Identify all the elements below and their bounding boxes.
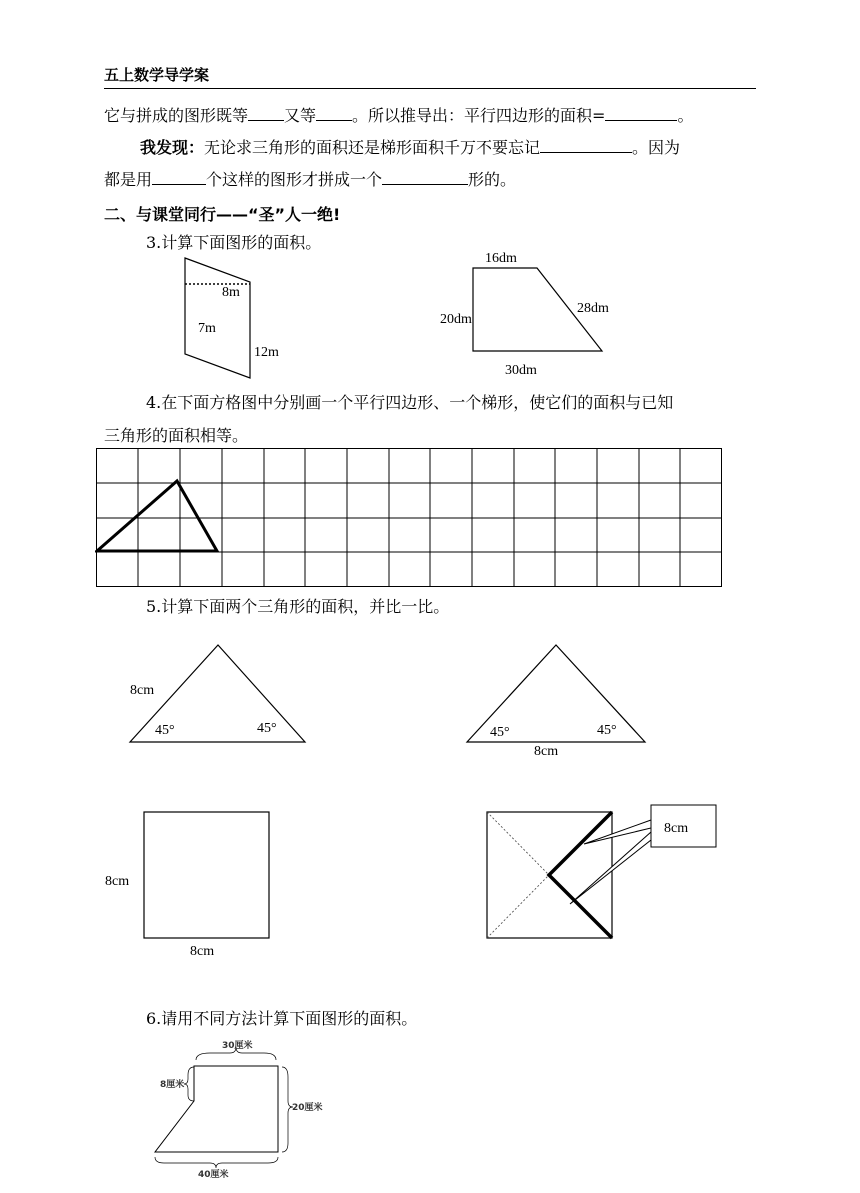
triangle1-right-angle: 45°: [257, 721, 277, 736]
question-4-prompt-line2: 三角形的面积相等。: [104, 426, 249, 445]
header-divider: [104, 88, 756, 89]
intro-text: 。: [677, 106, 694, 125]
discover-label: 我发现：: [140, 138, 205, 157]
fill-blank[interactable]: [605, 104, 677, 121]
top-dimension-label: 30厘米: [222, 1041, 253, 1051]
intro-text: 。所以推导出：平行四边形的面积=: [352, 106, 606, 125]
intro-text: 又等: [284, 106, 317, 125]
parallelogram-right-label: 12m: [254, 345, 279, 360]
drawing-grid[interactable]: [95, 447, 725, 590]
question-4-prompt-line1: 4.在下面方格图中分别画一个平行四边形、一个梯形，使它们的面积与已知: [146, 393, 674, 412]
intro-line-2: [140, 136, 680, 159]
triangle2-base-label: 8cm: [534, 744, 559, 759]
triangle2-left-angle: 45°: [490, 725, 510, 740]
trapezoid-top-label: 16dm: [485, 251, 517, 266]
page-header-title: 五上数学导学案: [104, 66, 210, 84]
left-dimension-label: 8厘米: [160, 1080, 185, 1090]
question-3-prompt: 3.计算下面图形的面积。: [146, 233, 322, 252]
triangle2-right-angle: 45°: [597, 723, 617, 738]
question-6-prompt: 6.请用不同方法计算下面图形的面积。: [146, 1009, 418, 1028]
intro-text: 它与拼成的图形既等: [104, 106, 249, 125]
fill-blank[interactable]: [152, 168, 206, 185]
intro-text: 无论求三角形的面积还是梯形面积千万不要忘记: [204, 138, 541, 157]
triangle-figure-2: [462, 640, 652, 762]
parallelogram-figure: [170, 250, 290, 380]
right-dimension-label: 20厘米: [292, 1103, 323, 1113]
square-left-label: 8cm: [105, 874, 130, 889]
square-bottom-label: 8cm: [190, 944, 215, 959]
square-figure: [100, 805, 280, 965]
fill-blank[interactable]: [382, 168, 468, 185]
given-triangle: [97, 481, 217, 551]
callout-label: 8cm: [664, 821, 689, 836]
question-5-prompt: 5.计算下面两个三角形的面积，并比一比。: [146, 597, 450, 616]
intro-text: 个这样的图形才拼成一个: [206, 170, 383, 189]
trapezoid-figure: [435, 245, 625, 380]
intro-text: 。因为: [632, 138, 681, 157]
trapezoid-slant-label: 28dm: [577, 301, 609, 316]
folded-square-figure: [480, 800, 725, 945]
intro-line-1: [104, 104, 693, 127]
intro-line-3: [104, 168, 516, 191]
parallelogram-height-label: 8m: [222, 285, 240, 300]
fill-blank[interactable]: [316, 104, 352, 121]
trapezoid-left-label: 20dm: [440, 312, 472, 327]
section-title: 二、与课堂同行——“圣”人一绝!: [104, 205, 341, 224]
trapezoid-bottom-label: 30dm: [505, 363, 537, 378]
intro-text: 都是用: [104, 170, 153, 189]
parallelogram-left-label: 7m: [198, 321, 216, 336]
triangle1-side-label: 8cm: [130, 683, 155, 698]
intro-text: 形的。: [468, 170, 517, 189]
triangle1-left-angle: 45°: [155, 723, 175, 738]
fill-blank[interactable]: [248, 104, 284, 121]
fill-blank[interactable]: [540, 136, 632, 153]
triangle-figure-1: [125, 640, 315, 750]
composite-figure: [150, 1035, 340, 1180]
bottom-dimension-label: 40厘米: [198, 1170, 229, 1180]
